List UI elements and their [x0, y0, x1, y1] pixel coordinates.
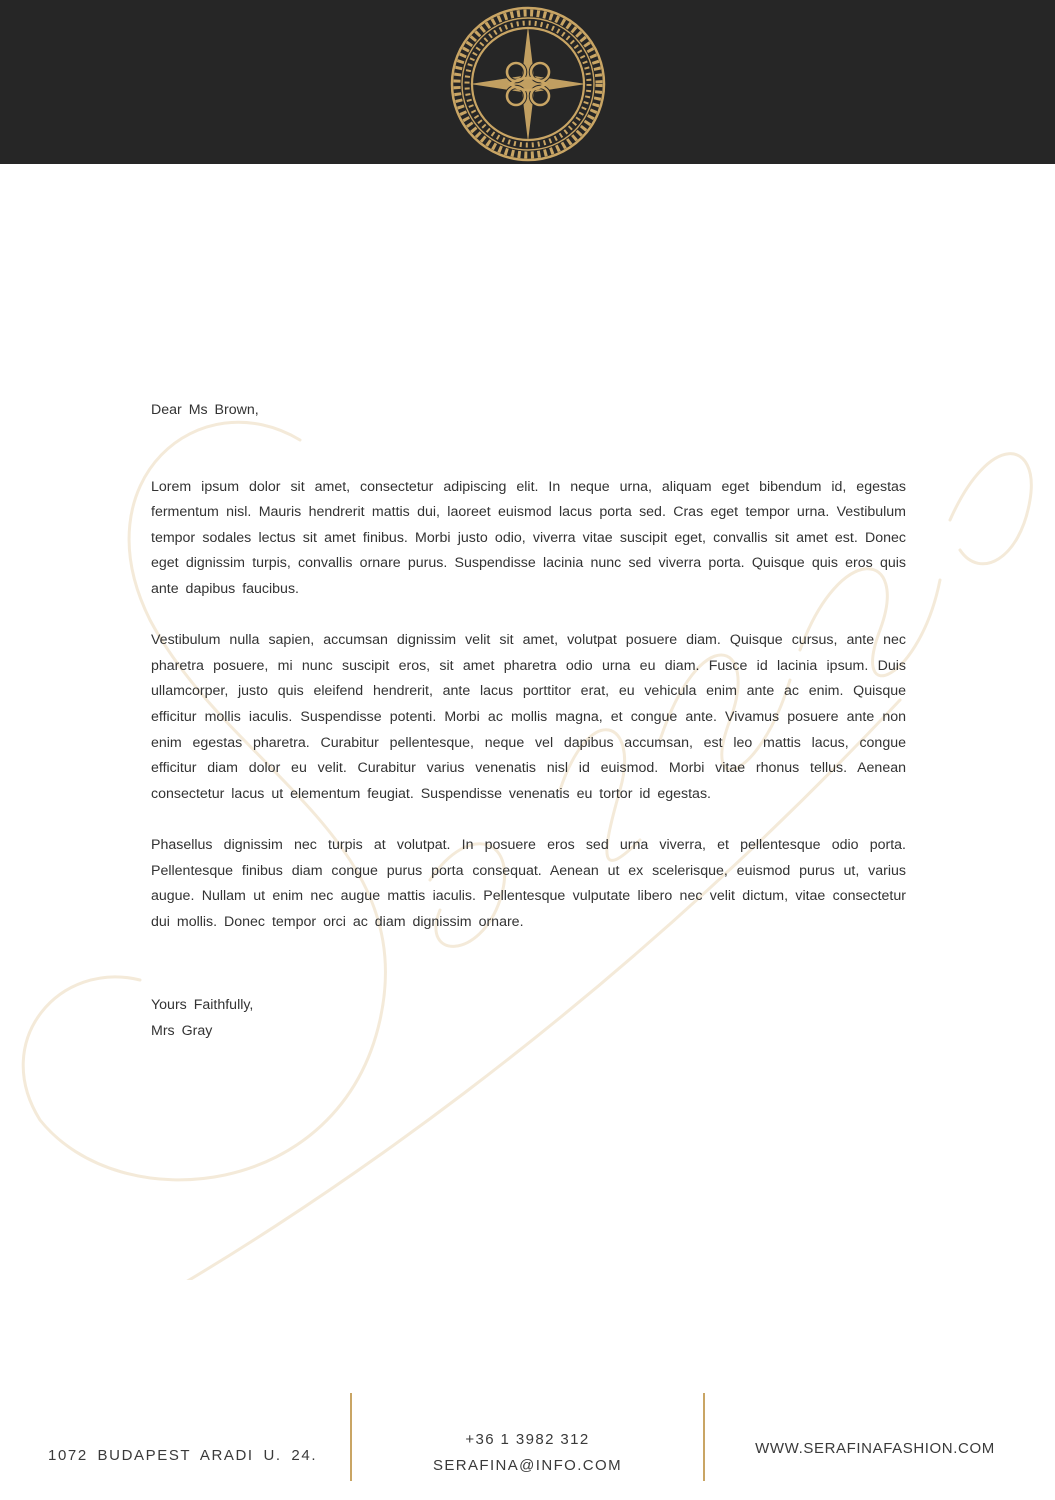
salutation: Dear Ms Brown,	[151, 402, 259, 418]
footer-phone: +36 1 3982 312	[465, 1431, 590, 1448]
footer-contact	[352, 1427, 703, 1479]
closing-block	[151, 993, 906, 1044]
letterhead-header	[0, 0, 1055, 164]
signature-name: Mrs Gray	[151, 1022, 213, 1039]
paragraph-2: Vestibulum nulla sapien, accumsan dignissim velit sit amet, volutpat posuere diam. Quisque cursus, ante nec pharetra posuere, mi nunc suscipit eros, sit amet pharetra odio urna eu diam. Fusce id lacinia ipsum. Duis ullamcorper, justo quis eleifend hendrerit, ante lacus porttitor erat, eu vehicula enim ante ac enim. Quisque efficitur mollis iaculis. Suspendisse potenti. Morbi ac mollis magna, et congue ante. Vivamus posuere ante non enim egestas pharetra. Curabitur pellentesque, neque vel dapibus accumsan, est leo mattis lacus, congue efficitur diam dolor eu velit. Curabitur varius venenatis nisl id euismod. Morbi vitae rhonus tellus. Aenean consectetur lacus ut elementum feugiat. Suspendisse venenatis eu tortor id egestas.	[151, 632, 906, 802]
paragraph-3: Phasellus dignissim nec turpis at volutpat. In posuere eros sed urna viverra, et pellentesque odio porta. Pellentesque finibus diam congue purus porta consequat. Aenean ut ex scelerisque, euismod purus ut, varius augue. Nullam ut enim nec augue mattis iaculis. Pellentesque vulputate libero nec velit dictum, vitae consectetur dui mollis. Donec tempor orci ac diam dignissim ornare.	[151, 836, 906, 930]
ornamental-medallion-icon	[450, 6, 606, 162]
footer-address: 1072 BUDAPEST ARADI U. 24.	[48, 1447, 318, 1464]
letter-body	[151, 398, 906, 1044]
footer-divider	[703, 1393, 705, 1481]
paragraph-1: Lorem ipsum dolor sit amet, consectetur adipiscing elit. In neque urna, aliquam eget bibendum id, egestas fermentum nisl. Mauris hendrerit mattis dui, laoreet euismod lacus porta sed. Cras eget tempor urna. Vestibulum tempor sodales lectus sit amet finibus. Morbi justo odio, viverra vitae suscipit eget, convallis sit amet est. Donec eget dignissim turpis, convallis ornare purus. Suspendisse lacinia nunc sed viverra porta. Quisque quis eros quis ante dapibus faucibus.	[151, 478, 906, 597]
footer-website: WWW.SERAFINAFASHION.COM	[755, 1440, 995, 1457]
footer-email: SERAFINA@INFO.COM	[432, 1457, 623, 1474]
closing-phrase: Yours Faithfully,	[151, 997, 254, 1014]
